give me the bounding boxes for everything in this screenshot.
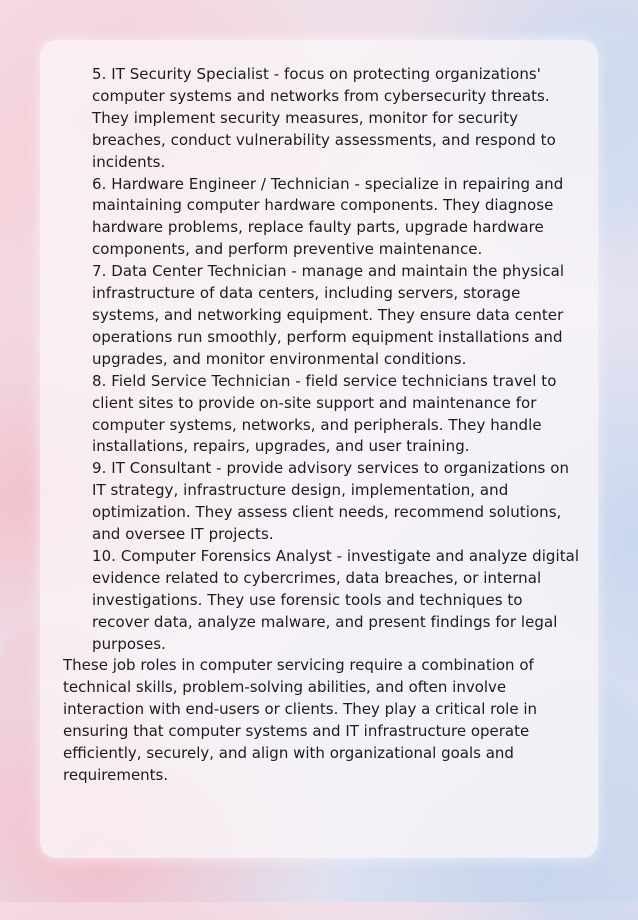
list-item: 10. Computer Forensics Analyst - investigate and analyze digital evidence related to cybercrimes, data breaches, or internal investigations. They use forensic tools and techniques to recover data, analyze malware, and present findings for legal purposes. (92, 546, 580, 653)
list-item: 7. Data Center Technician - manage and maintain the physical infrastructure of data centers, including servers, storage systems, and networking equipment. They ensure data center operations run smoothly, perform equipment installations and upgrades, and monitor environmental conditions. (92, 262, 565, 368)
summary-paragraph: These job roles in computer servicing require a combination of technical skills, problem-solving abilities, and often involve interaction with end-users or clients. They play a critical role in ensuring that computer systems and IT infrastructure operate efficiently, securely, and align with organizational goals and requirements. (63, 656, 538, 784)
job-roles-list (92, 64, 582, 655)
list-item: 8. Field Service Technician - field service technicians travel to client sites to provide on-site support and maintenance for computer systems, networks, and peripherals. They handle installations, repairs, upgrades, and user training. (92, 371, 557, 456)
list-item: 6. Hardware Engineer / Technician - specialize in repairing and maintaining computer hardware components. They diagnose hardware problems, replace faulty parts, upgrade hardware components, and perform preventive maintenance. (92, 174, 564, 259)
list-item: 9. IT Consultant - provide advisory services to organizations on IT strategy, infrastructure design, implementation, and optimization. They assess client needs, recommend solutions, and oversee IT projects. (92, 459, 570, 544)
list-item: 5. IT Security Specialist - focus on protecting organizations' computer systems and networks from cybersecurity threats. They implement security measures, monitor for security breaches, conduct vulnerability assessments, and respond to incidents. (92, 65, 556, 171)
